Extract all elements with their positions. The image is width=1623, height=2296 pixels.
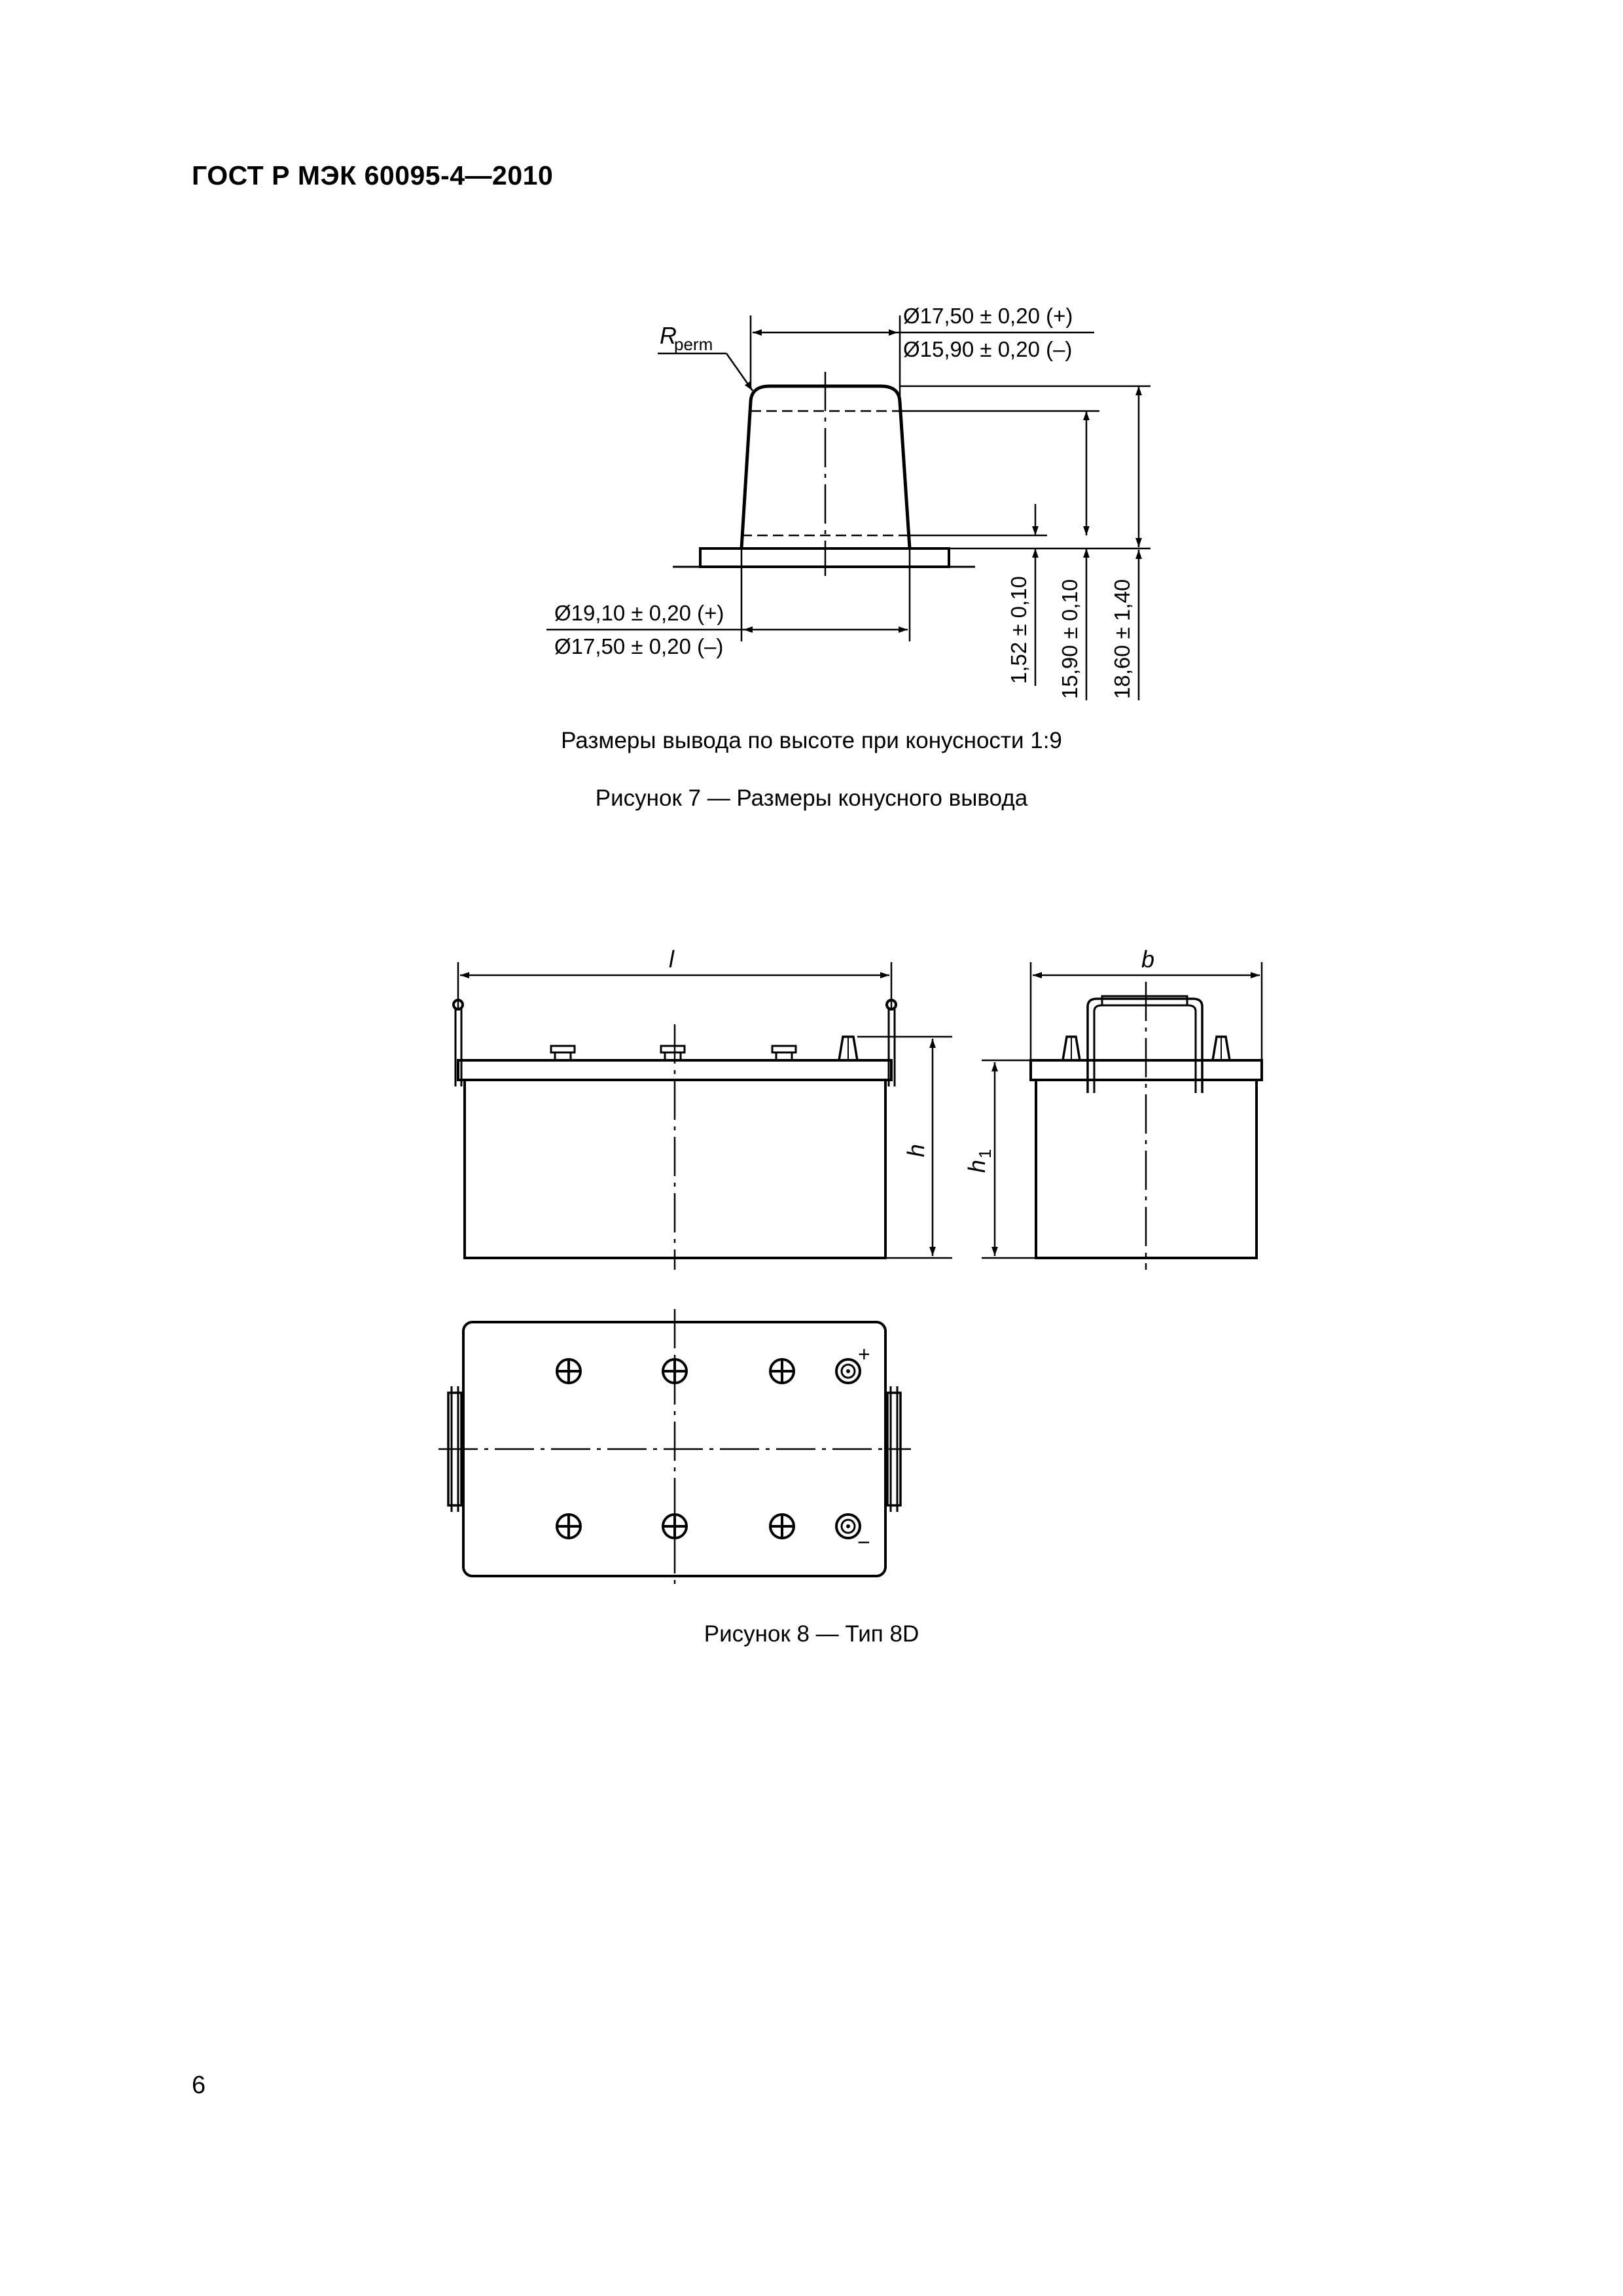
height-1-value: 1,52 ± 0,10: [1007, 576, 1031, 684]
vent-plug: [661, 1046, 685, 1060]
top-diameter-minus: Ø15,90 ± 0,20 (–): [903, 337, 1073, 361]
height-3-value: 18,60 ± 1,40: [1110, 579, 1134, 699]
battery-front-view: [454, 946, 952, 1270]
top-diameter-plus: Ø17,50 ± 0,20 (+): [903, 304, 1073, 328]
vent-plug: [551, 1046, 575, 1060]
vent-plug: [772, 1046, 796, 1060]
width-label: b: [1141, 946, 1155, 973]
negative-terminal: [836, 1515, 860, 1538]
vent-plug-top: [770, 1515, 794, 1538]
negative-sign: −: [857, 1530, 870, 1555]
height1-subscript: 1: [975, 1149, 995, 1158]
figure-7-caption: Рисунок 7 — Размеры конусного вывода: [595, 785, 1028, 811]
base-diameter-plus: Ø19,10 ± 0,20 (+): [554, 601, 724, 625]
vent-plug-top: [557, 1515, 580, 1538]
battery-top-view: [438, 1309, 911, 1587]
battery-side-view: [963, 946, 1262, 1270]
document-header: ГОСТ Р МЭК 60095-4—2010: [192, 160, 554, 190]
page-number: 6: [192, 2072, 206, 2099]
figure-8-caption: Рисунок 8 — Тип 8D: [704, 1621, 919, 1647]
figure-7-note: Размеры вывода по высоте при конусности 1:9: [561, 728, 1062, 753]
height-label: h: [902, 1143, 929, 1157]
radius-subscript: perm: [674, 334, 713, 354]
vent-plug-top: [557, 1359, 580, 1383]
vent-plug-top: [663, 1515, 687, 1538]
length-label: l: [669, 946, 674, 973]
vent-plug-top: [663, 1359, 687, 1383]
base-diameter-minus: Ø17,50 ± 0,20 (–): [554, 634, 724, 658]
height1-label: h: [963, 1159, 990, 1173]
height-2-value: 15,90 ± 0,10: [1058, 579, 1082, 699]
vent-plug-top: [770, 1359, 794, 1383]
radius-label: R: [660, 322, 677, 349]
positive-terminal: [836, 1359, 860, 1383]
positive-sign: +: [858, 1342, 870, 1366]
carrying-handle: [1088, 996, 1202, 1093]
